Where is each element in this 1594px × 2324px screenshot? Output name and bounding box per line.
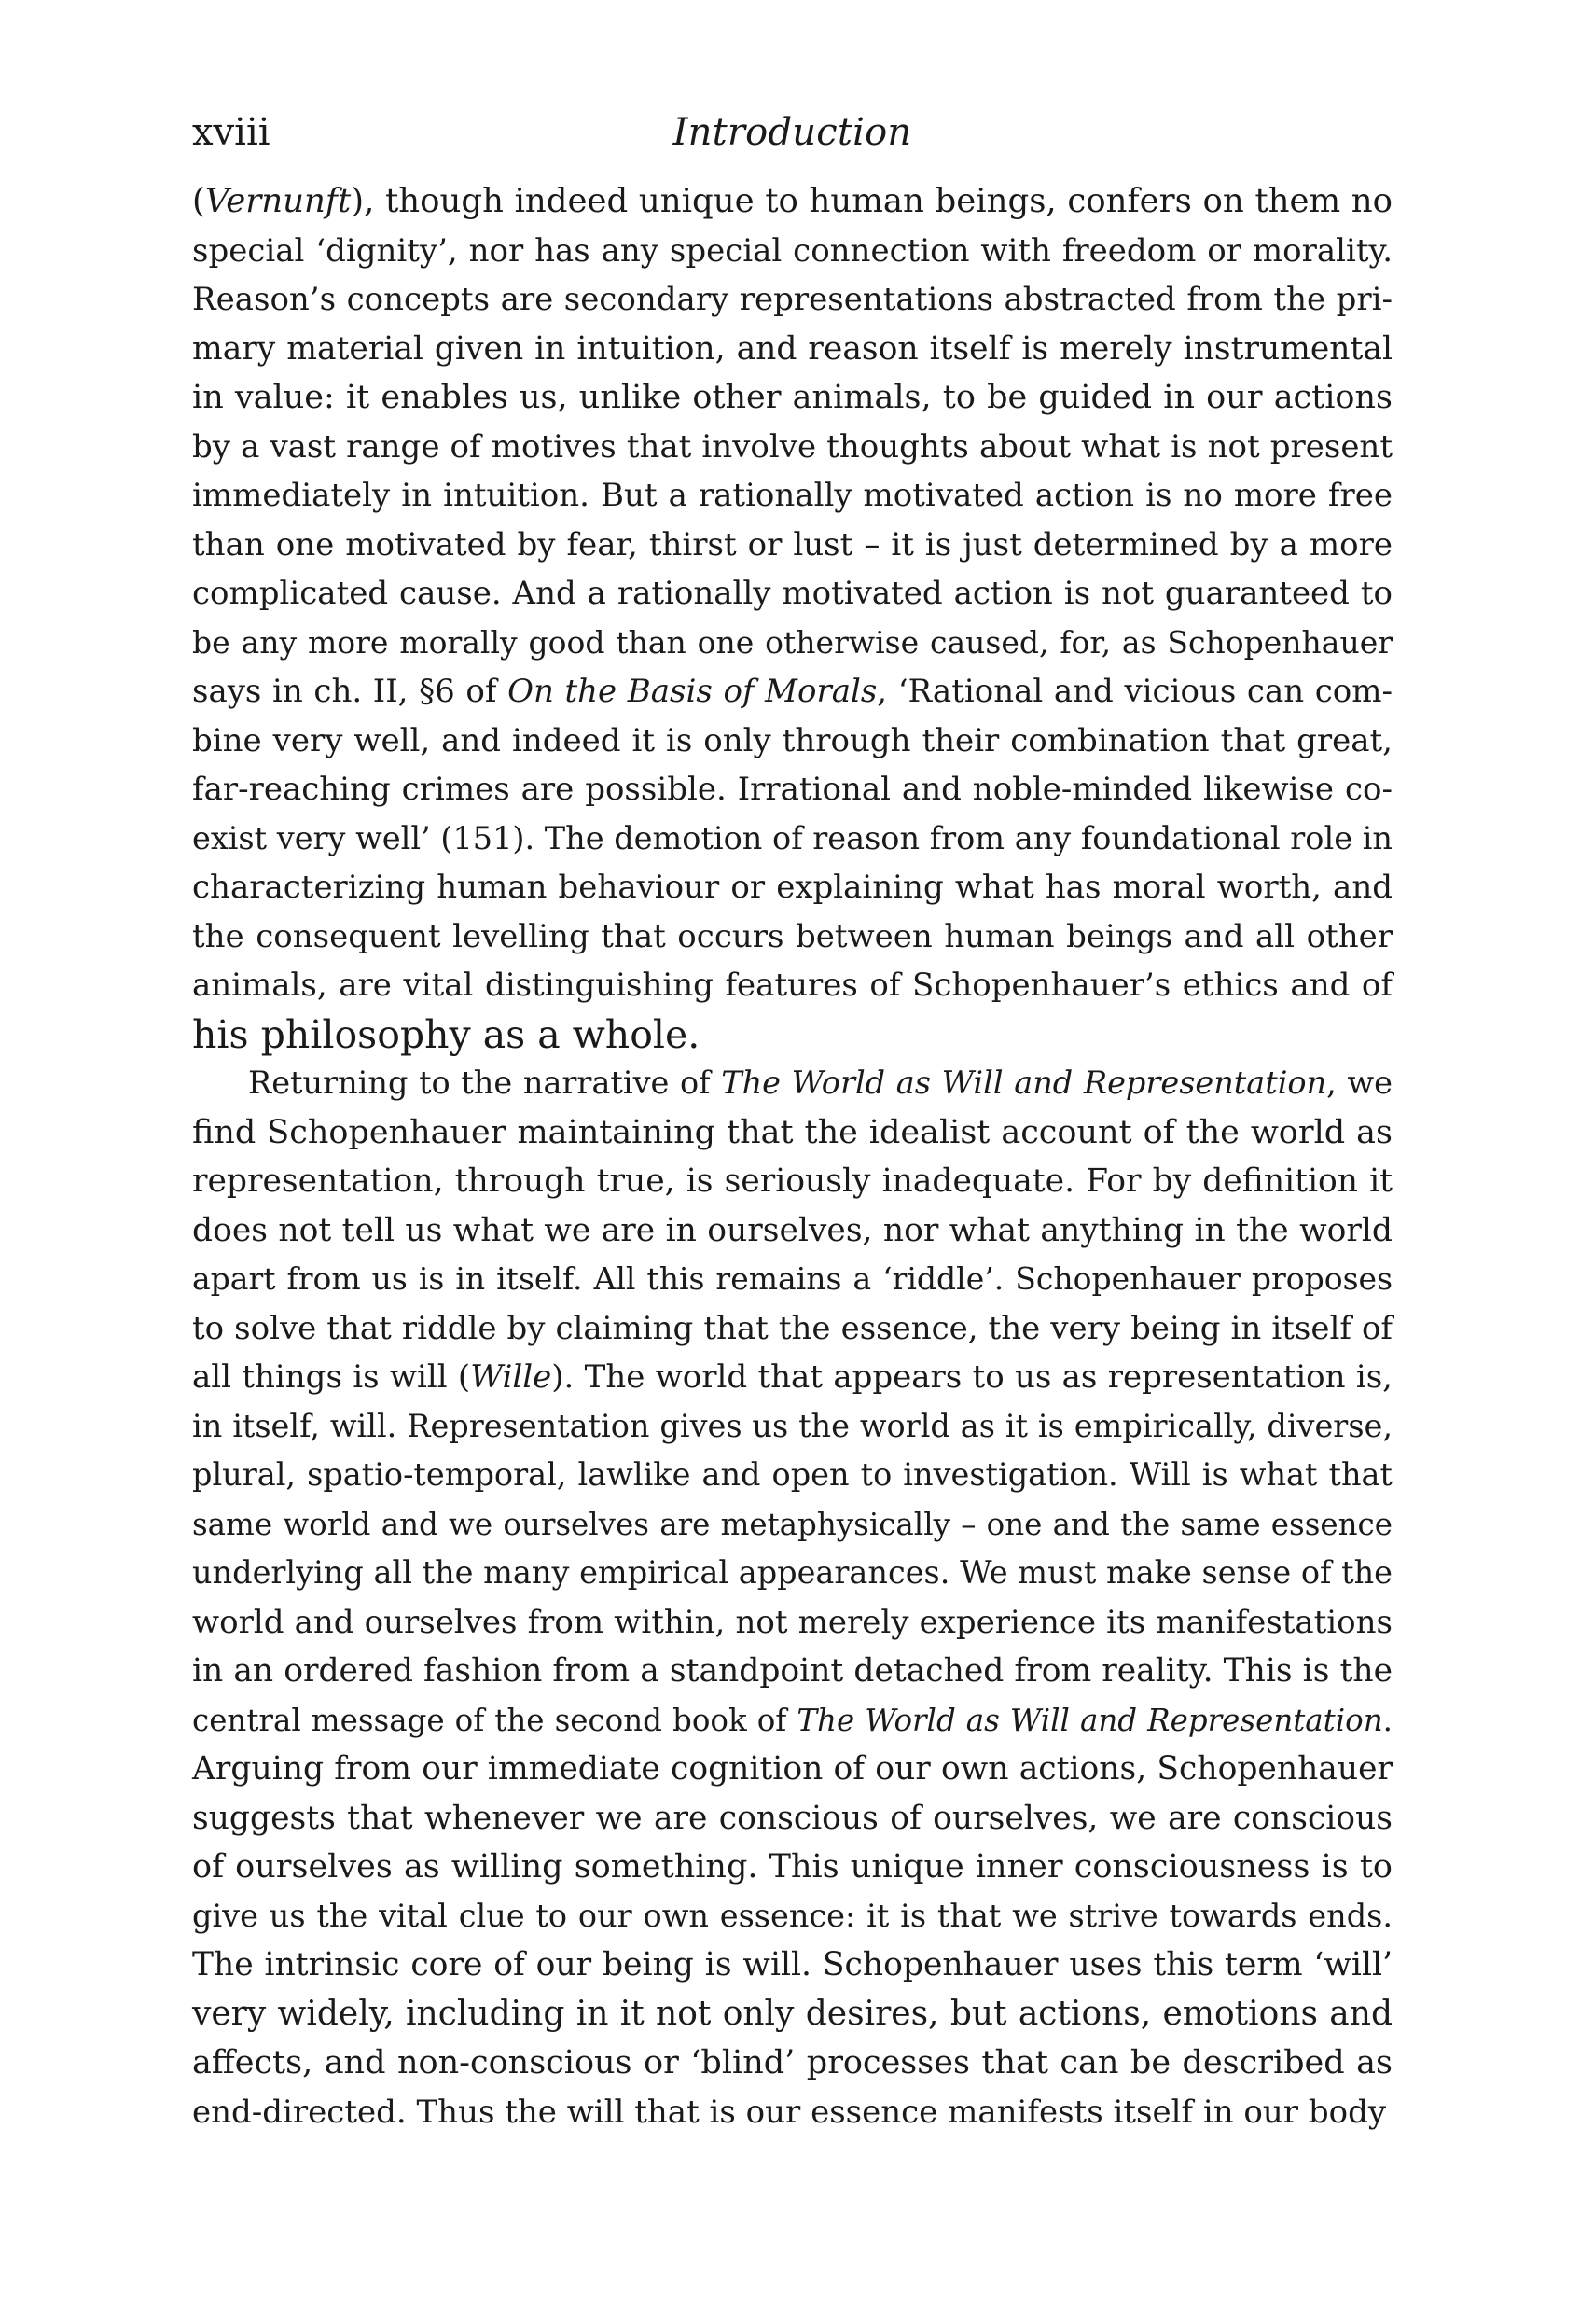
text-line — [192, 1108, 1393, 1158]
text-line — [192, 1696, 1393, 1746]
text-line — [192, 765, 1393, 814]
text-line — [192, 1402, 1393, 1452]
text-line — [192, 1745, 1393, 1794]
text-line — [192, 912, 1393, 962]
text-segment: ). The world that appears to us as representation is, — [551, 1358, 1393, 1396]
text-line — [192, 1010, 1393, 1060]
text-line — [192, 1451, 1393, 1500]
text-segment: mary material given in intuition, and reason itself is merely instrumental — [192, 329, 1393, 368]
text-line — [192, 1304, 1393, 1354]
text-line — [192, 1892, 1393, 1941]
text-segment: animals, are vital distinguishing features of Schopenhauer’s ethics and of — [192, 967, 1393, 1004]
text-line — [192, 1941, 1393, 1990]
text-segment: affects, and non-conscious or ‘blind’ processes that can be described as — [192, 2044, 1393, 2081]
text-segment: characterizing human behaviour or explaining what has moral worth, and — [192, 869, 1393, 906]
text-segment: plural, spatio-temporal, lawlike and open to investigation. Will is what that — [192, 1456, 1393, 1493]
italic-text: Wille — [470, 1358, 552, 1396]
text-segment: by a vast range of motives that involve thoughts about what is not present — [192, 427, 1393, 466]
text-line — [192, 1794, 1393, 1844]
italic-text: The World as Will and Representation — [721, 1065, 1327, 1101]
text-segment: all things is will ( — [192, 1358, 471, 1396]
text-line — [192, 1157, 1393, 1206]
text-line — [192, 521, 1393, 570]
text-line — [192, 1353, 1393, 1402]
text-segment: special ‘dignity’, nor has any special connection with freedom or morality. — [192, 231, 1393, 270]
text-segment: world and ourselves from within, not merely experience its manifestations — [192, 1603, 1393, 1641]
text-line — [192, 423, 1393, 472]
text-line — [192, 471, 1393, 521]
text-segment: in value: it enables us, unlike other animals, to be guided in our actions — [192, 379, 1393, 416]
text-segment: Returning to the narrative of — [248, 1065, 722, 1101]
text-segment: Reason’s concepts are secondary representations abstracted from the pri- — [192, 281, 1393, 318]
text-line — [192, 275, 1393, 325]
text-line — [192, 1059, 1393, 1108]
page-number: xviii — [192, 111, 270, 154]
text-line — [192, 1843, 1393, 1892]
text-segment: his philosophy as a whole. — [192, 1011, 700, 1057]
text-segment: , we — [1326, 1065, 1393, 1101]
text-segment: ( — [192, 182, 205, 220]
italic-text: The World as Will and Representation — [797, 1702, 1383, 1738]
text-line — [192, 1598, 1393, 1648]
text-line — [192, 2039, 1393, 2088]
text-line — [192, 619, 1393, 668]
text-segment: same world and we ourselves are metaphysically – one and the same essence — [192, 1506, 1393, 1542]
text-line — [192, 667, 1393, 717]
text-line — [192, 569, 1393, 619]
text-segment: far-reaching crimes are possible. Irrational and noble-minded likewise co- — [192, 771, 1393, 808]
text-line — [192, 1500, 1393, 1550]
text-segment: suggests that whenever we are conscious of ourselves, we are conscious — [192, 1799, 1393, 1837]
text-segment: than one motivated by fear, thirst or lust – it is just determined by a more — [192, 525, 1393, 564]
text-segment: bine very well, and indeed it is only through their combination that great, — [192, 721, 1393, 759]
running-head-title: Introduction — [672, 111, 912, 154]
text-line — [192, 1990, 1393, 2039]
text-line — [192, 1647, 1393, 1696]
italic-text: Vernunft — [204, 182, 352, 220]
text-segment: give us the vital clue to our own essence: it is that we strive towards ends. — [192, 1897, 1393, 1934]
text-line — [192, 717, 1393, 766]
text-line — [192, 814, 1393, 864]
text-line — [192, 325, 1393, 374]
text-segment: apart from us is in itself. All this remains a ‘riddle’. Schopenhauer proposes — [192, 1260, 1393, 1297]
text-segment: does not tell us what we are in ourselves, nor what anything in the world — [192, 1211, 1393, 1249]
text-segment: ), though indeed unique to human beings, confers on them no — [351, 182, 1393, 220]
text-segment: exist very well’ (151). The demotion of reason from any foundational role in — [192, 819, 1393, 856]
text-line — [192, 961, 1393, 1010]
text-segment: to solve that riddle by claiming that the essence, the very being in itself of — [192, 1309, 1393, 1347]
text-segment: Arguing from our immediate cognition of our own actions, Schopenhauer — [192, 1750, 1393, 1788]
text-segment: representation, through true, is seriously inadequate. For by definition it — [192, 1162, 1393, 1200]
text-segment: , ‘Rational and vicious can com- — [877, 673, 1393, 710]
text-line — [192, 373, 1393, 423]
text-segment: end-directed. Thus the will that is our essence manifests itself in our body — [192, 2093, 1387, 2131]
text-segment: immediately in intuition. But a rationally motivated action is no more free — [192, 477, 1393, 514]
text-line — [192, 1255, 1393, 1304]
text-segment: very widely, including in it not only desires, but actions, emotions and — [192, 1994, 1393, 2033]
text-segment: central message of the second book of — [192, 1702, 797, 1738]
text-segment: find Schopenhauer maintaining that the idealist account of the world as — [192, 1113, 1393, 1151]
text-line — [192, 863, 1393, 912]
italic-text: On the Basis of Morals — [507, 673, 878, 710]
text-segment: be any more morally good than one otherwise caused, for, as Schopenhauer — [192, 623, 1393, 661]
text-segment: The intrinsic core of our being is will. Schopenhauer uses this term ‘will’ — [192, 1946, 1393, 1983]
text-line — [192, 1549, 1393, 1598]
body-text — [192, 177, 1393, 2136]
text-line — [192, 2088, 1393, 2137]
text-line — [192, 1206, 1393, 1256]
text-segment: . — [1382, 1702, 1393, 1738]
text-segment: complicated cause. And a rationally motivated action is not guaranteed to — [192, 575, 1393, 612]
text-segment: in itself, will. Representation gives us the world as it is empirically, diverse, — [192, 1407, 1393, 1444]
text-segment: says in ch. II, §6 of — [192, 673, 508, 710]
text-segment: of ourselves as willing something. This unique inner consciousness is to — [192, 1848, 1393, 1886]
text-segment: in an ordered fashion from a standpoint detached from reality. This is the — [192, 1652, 1393, 1690]
running-head — [192, 104, 1393, 160]
text-segment: underlying all the many empirical appearances. We must make sense of the — [192, 1554, 1393, 1591]
text-segment: the consequent levelling that occurs between human beings and all other — [192, 917, 1393, 955]
text-line — [192, 177, 1393, 227]
text-line — [192, 227, 1393, 276]
